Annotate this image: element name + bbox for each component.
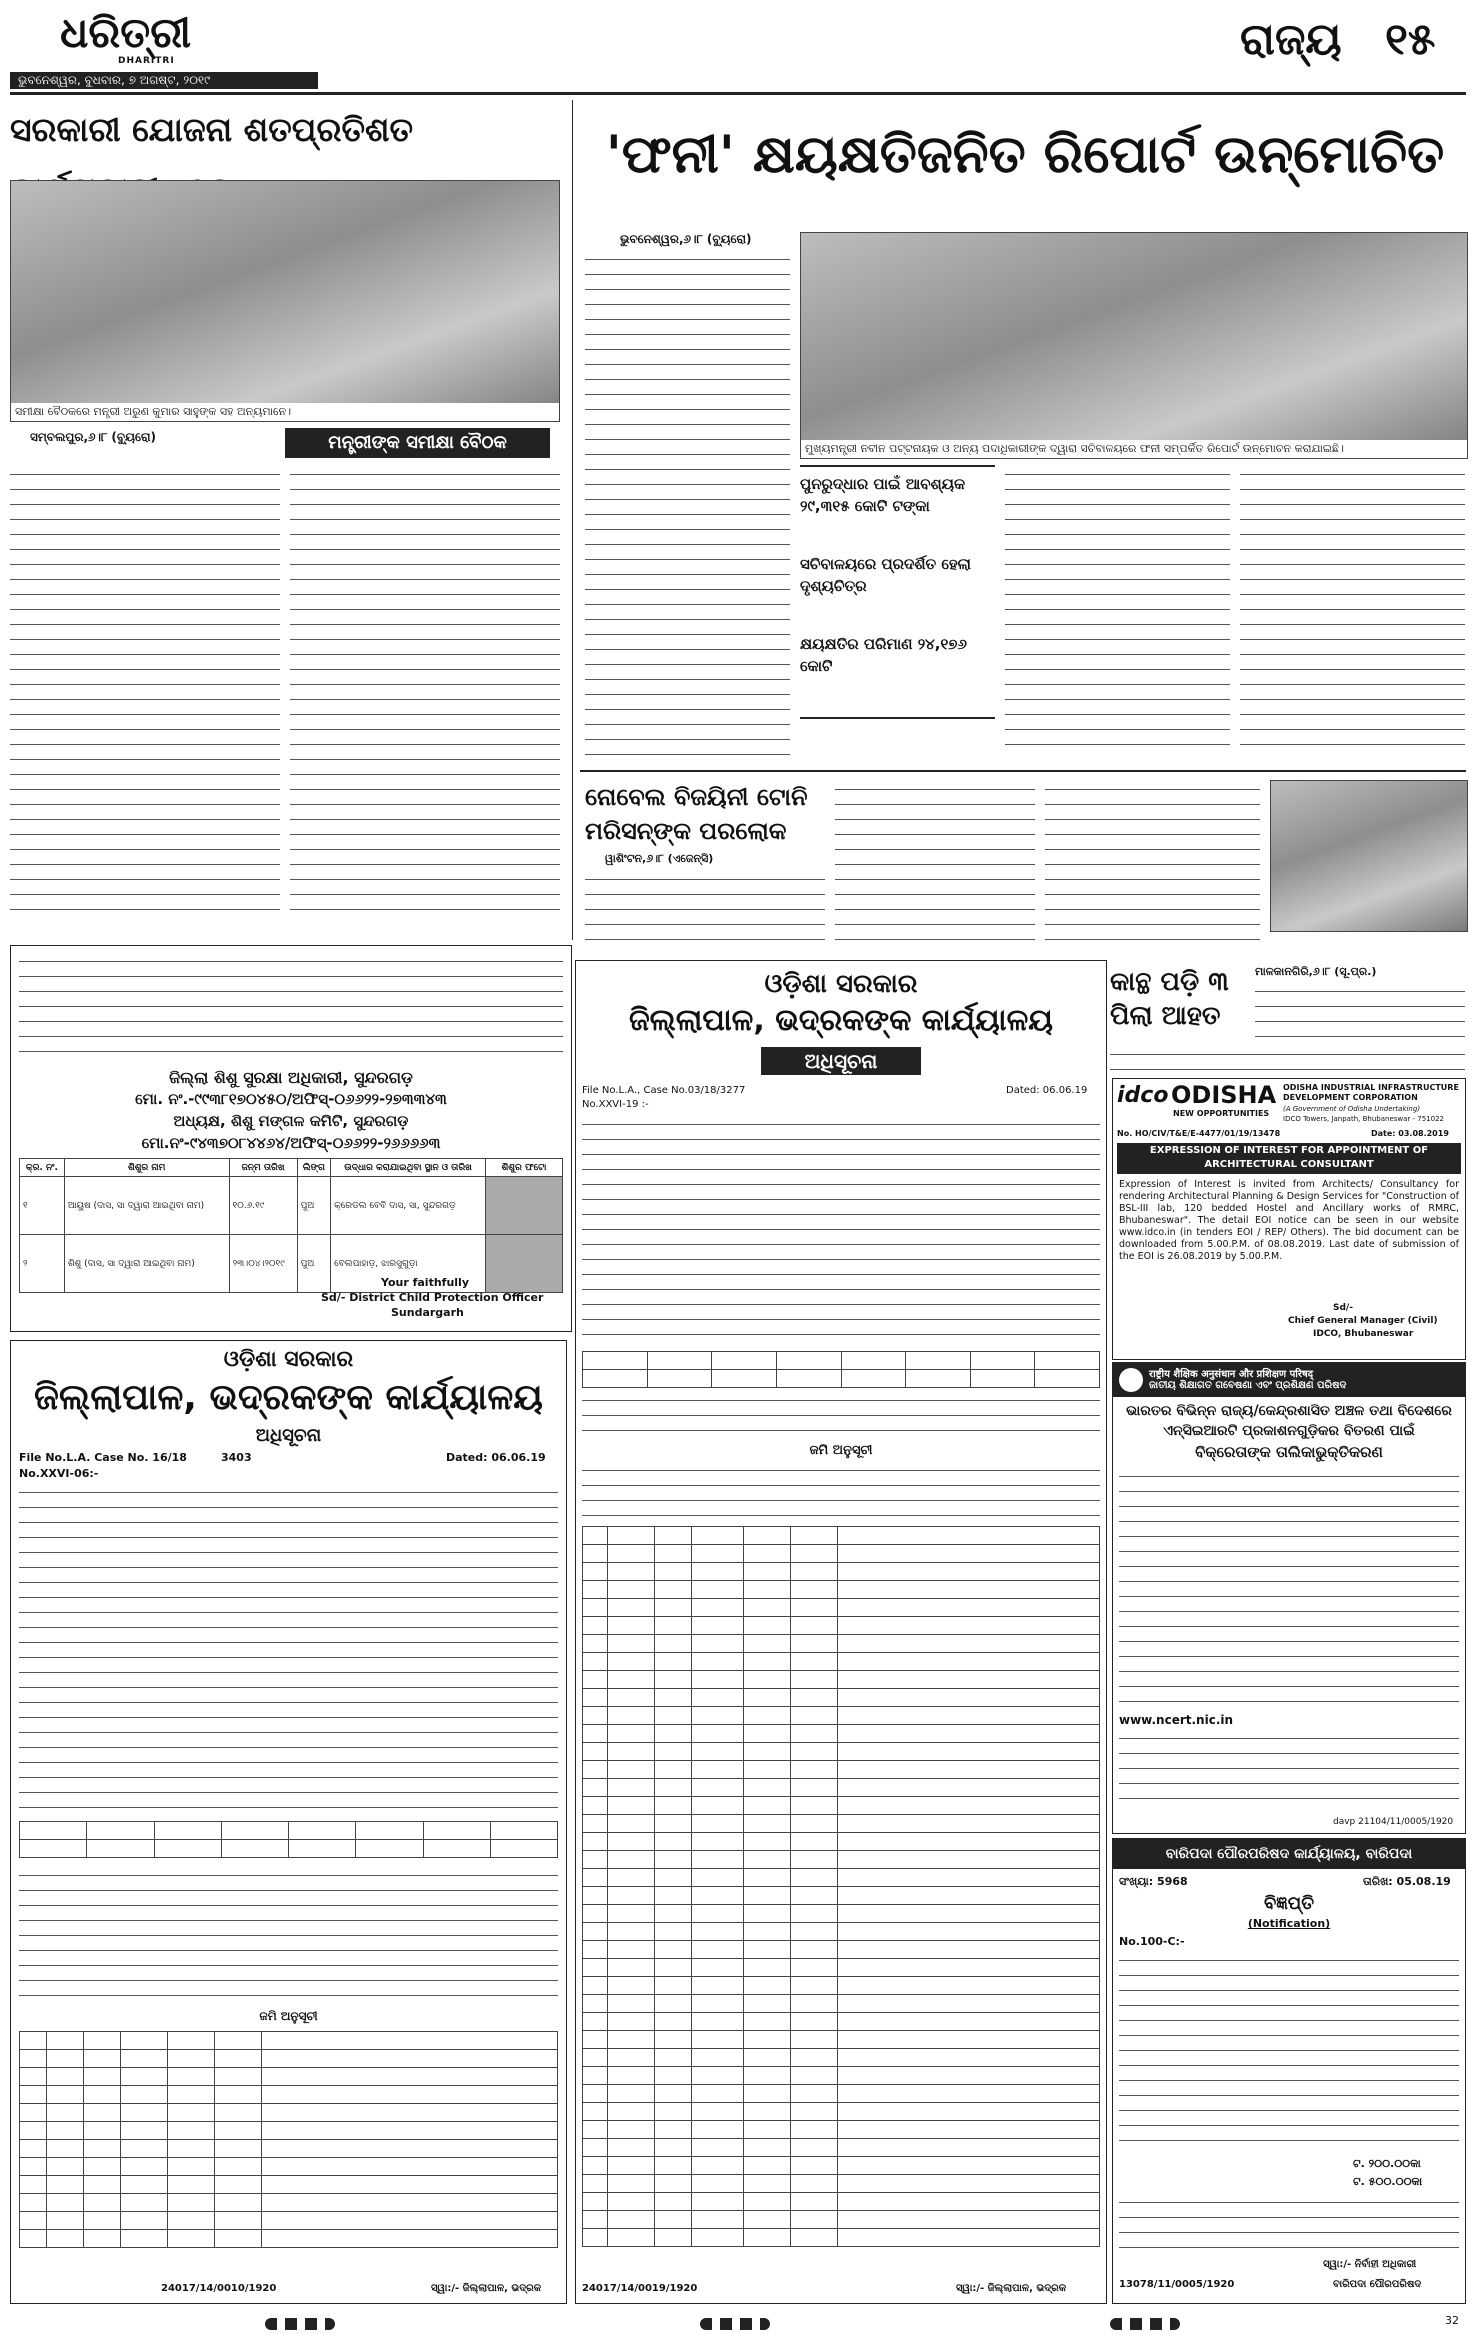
table-header: ଲିଙ୍ଗ xyxy=(297,1159,331,1177)
ad-bhadrak1-body2 xyxy=(19,1866,558,2001)
ncert-headline2: ଏନ୍‌ସିଇଆରଟି ପ୍ରକାଶନଗୁଡ଼ିକର ବିତରଣ ପାଇଁ xyxy=(1163,1423,1415,1439)
idco-sign3: IDCO, Bhubaneswar xyxy=(1313,1329,1414,1339)
table-row xyxy=(583,1581,1100,1599)
table-cell: ପୁଅ xyxy=(297,1177,331,1235)
table-header: ଜନ୍ମ ତାରିଖ xyxy=(229,1159,297,1177)
table-cell: କ୍ରେଡଲ ବେବି ଦାସ, ସା, ସୁନ୍ଦରଗଡ଼ xyxy=(331,1177,486,1235)
ncert-body2 xyxy=(1119,1729,1459,1813)
table-row xyxy=(583,2049,1100,2067)
table-row xyxy=(583,2031,1100,2049)
story3-headline: ନୋବେଲ ବିଜୟିନୀ ଟୋନି ମରିସନ୍ଙ୍କ ପରଲୋକ xyxy=(585,783,808,845)
ad-bhadrak1-govt: ଓଡ଼ିଶା ସରକାର xyxy=(223,1347,354,1372)
story3-body-col2 xyxy=(835,780,1035,945)
story1-headline: ସରକାରୀ ଯୋଜନା ଶତପ୍ରତିଶତ xyxy=(10,110,414,149)
story3-dateline: ୱାଶିଂଟନ,୬।୮ (ଏଜେନ୍ସି) xyxy=(605,852,714,865)
table-row xyxy=(20,2176,558,2194)
table-row xyxy=(583,1635,1100,1653)
column-rule-left xyxy=(572,100,573,940)
ad-bhadrak1-type: ଅଧିସୂଚନା xyxy=(255,1425,322,1446)
ad-bhadrak2-sign: ସ୍ୱା:/- ଜିଲ୍ଲାପାଳ, ଭଦ୍ରକ xyxy=(956,2283,1067,2294)
ncert-body xyxy=(1119,1467,1459,1707)
table-row xyxy=(20,2140,558,2158)
ad-child-title: ଜିଲ୍ଲା ଶିଶୁ ସୁରକ୍ଷା ଅଧିକାରୀ, ସୁନ୍ଦରଗଡ଼ xyxy=(169,1068,413,1087)
story2-body-col4 xyxy=(1240,465,1465,755)
table-row xyxy=(583,1617,1100,1635)
table-row xyxy=(583,1995,1100,2013)
table-row xyxy=(583,1671,1100,1689)
table-header: ଶିଶୁର ନାମ xyxy=(64,1159,229,1177)
ad-child-footer3: Sundargarh xyxy=(391,1306,464,1319)
ad-bhadrak-left xyxy=(10,1340,567,2304)
table-row xyxy=(583,1833,1100,1851)
story2-dateline: ଭୁବନେଶ୍ୱର,୬।୮ (ବ୍ୟୁରୋ) xyxy=(620,232,752,246)
table-row xyxy=(583,1563,1100,1581)
table-row xyxy=(583,2229,1100,2247)
ad-bhadrak2-office: ଜିଲ୍ଲାପାଳ, ଭଦ୍ରକଙ୍କ କାର୍ଯ୍ୟାଳୟ xyxy=(628,1003,1054,1038)
baripada-code: 13078/11/0005/1920 xyxy=(1119,2279,1235,2290)
table-row xyxy=(583,1923,1100,1941)
ncert-website[interactable]: www.ncert.nic.in xyxy=(1119,1713,1234,1727)
idco-eoi-title: EXPRESSION OF INTEREST FOR APPOINTMENT OF ARCHITECTURAL CONSULTANT xyxy=(1117,1143,1461,1174)
table-row xyxy=(583,2103,1100,2121)
ad-bhadrak1-body xyxy=(19,1483,558,1813)
dateline: ଭୁବନେଶ୍ୱର, ବୁଧବାର, ୭ ଅଗଷ୍ଟ, ୨୦୧୯ xyxy=(10,72,318,89)
ad-bhadrak1-memo: 3403 xyxy=(221,1451,252,1464)
table-row xyxy=(583,1869,1100,1887)
table-cell: ପୁଅ xyxy=(297,1235,331,1293)
ad-bhadrak2-fileno: File No.L.A., Case No.03/18/3277 xyxy=(582,1085,746,1096)
table-cell: ବେଲପାହାଡ଼, ଝାରସୁଗୁଡ଼ା xyxy=(331,1235,486,1293)
table-row xyxy=(20,2194,558,2212)
table-row xyxy=(583,1545,1100,1563)
highlight-2: ସଚିବାଳୟରେ ପ୍ରଦର୍ଶିତ ହେଲା ଦୃଶ୍ୟଚିତ୍ର xyxy=(800,555,971,595)
highlight-1: ପୁନରୁଦ୍ଧାର ପାଇଁ ଆବଶ୍ୟକ ୨୯,୩୧୫ କୋଟି ଟଙ୍କା xyxy=(800,475,966,515)
table-header: ଉଦ୍ଧାର କରାଯାଇଥିବା ସ୍ଥାନ ଓ ତାରିଖ xyxy=(331,1159,486,1177)
ncert-org-odia: ଜାତୀୟ ଶିକ୍ଷାଗତ ଗବେଷଣା ଏବଂ ପ୍ରଶିକ୍ଷଣ ପରିଷଦ xyxy=(1149,1380,1347,1391)
baripada-body xyxy=(1119,1951,1459,2151)
odisha-brand: ODISHA xyxy=(1171,1081,1277,1109)
ad-bhadrak2-code: 24017/14/0019/1920 xyxy=(582,2283,698,2294)
ad-child-footer2: Sd/- District Child Protection Officer xyxy=(321,1291,544,1304)
idco-date: Date: 03.08.2019 xyxy=(1371,1129,1449,1138)
ncert-logo xyxy=(1119,1368,1143,1392)
table-row xyxy=(583,2067,1100,2085)
ad-bhadrak2-summary-table xyxy=(582,1351,1100,1388)
table-cell: ୧୦.୬.୧୯ xyxy=(229,1177,297,1235)
table-cell: ୧ xyxy=(20,1177,65,1235)
table-cell: ଆୟୁଷ (ଦାସ, ସା ଦ୍ୱାରା ଆଇଥିବା ନାମ) xyxy=(64,1177,229,1235)
section-name: ରାଜ୍ୟ xyxy=(1240,14,1342,65)
story3-photo xyxy=(1270,780,1468,932)
table-row xyxy=(20,2230,558,2248)
baripada-title: ବିଜ୍ଞପ୍ତି xyxy=(1263,1893,1315,1914)
masthead xyxy=(0,0,1476,90)
table-row xyxy=(20,2104,558,2122)
table-row xyxy=(583,1689,1100,1707)
table-row xyxy=(583,1599,1100,1617)
ad-child-protection xyxy=(10,945,572,1332)
table-row xyxy=(583,1779,1100,1797)
logo: ଧରିତ୍ରୀ xyxy=(60,8,192,57)
story4-body xyxy=(1255,982,1465,1042)
table-row xyxy=(583,1761,1100,1779)
baripada-sign2: ବାରିପଦା ପୌରପରିଷଦ xyxy=(1333,2279,1422,2290)
ad-bhadrak2-dated: Dated: 06.06.19 xyxy=(1006,1085,1088,1096)
table-row xyxy=(583,1797,1100,1815)
ad-bhadrak2-ref: No.XXVI-19 :- xyxy=(582,1099,649,1110)
table-cell: ଶିଶୁ (ଦାସ, ସା ଦ୍ୱାରା ଆଇଥିବା ନାମ) xyxy=(64,1235,229,1293)
brand-tagline: NEW OPPORTUNITIES xyxy=(1173,1109,1270,1118)
idco-sign1: Sd/- xyxy=(1333,1303,1353,1313)
logo-subtitle: DHARITRI xyxy=(118,56,175,66)
table-row xyxy=(583,2211,1100,2229)
page-corner-number: 32 xyxy=(1445,2314,1459,2327)
ad-child-intro xyxy=(19,952,563,1062)
table-row xyxy=(583,1743,1100,1761)
story4-body2 xyxy=(1110,1045,1465,1075)
ad-bhadrak2-schedule-title: ଜମି ଅନୁସୂଚୀ xyxy=(809,1443,873,1458)
ad-child-phone1: ମୋ. ନଂ.-୯୯୩୮୧୭୦୪୫୦/ଅଫିସ୍-୦୬୬୨୨-୨୭୩୩୪୩ xyxy=(135,1090,447,1108)
baripada-ref: No.100-C:- xyxy=(1119,1935,1185,1948)
ad-ncert xyxy=(1112,1362,1466,1834)
table-row xyxy=(583,2013,1100,2031)
story2-body-col3 xyxy=(1005,465,1230,755)
child-photo xyxy=(486,1235,563,1293)
baripada-sign: ସ୍ୱା:/- ନିର୍ବାହୀ ଅଧିକାରୀ xyxy=(1323,2259,1417,2270)
idco-org-sub: (A Government of Odisha Undertaking) xyxy=(1283,1105,1421,1113)
story1-body-col1 xyxy=(10,465,280,920)
page-number: ୧୫ xyxy=(1385,14,1436,65)
table-row xyxy=(20,2050,558,2068)
ad-child-table xyxy=(19,1158,563,1293)
ad-bhadrak-middle xyxy=(575,960,1107,2304)
registration-mark xyxy=(700,2318,770,2330)
table-row xyxy=(583,2121,1100,2139)
ad-bhadrak1-office: ଜିଲ୍ଲାପାଳ, ଭଦ୍ରକଙ୍କ କାର୍ଯ୍ୟାଳୟ xyxy=(34,1377,543,1418)
story1-photo xyxy=(10,180,560,422)
masthead-rule xyxy=(10,92,1466,95)
story3-body-col3 xyxy=(1045,780,1260,945)
story1-subhead: ମନ୍ତ୍ରୀଙ୍କ ସମୀକ୍ଷା ବୈଠକ xyxy=(285,428,550,458)
table-row xyxy=(583,2139,1100,2157)
ad-bhadrak1-schedule-table xyxy=(19,2031,558,2248)
ad-bhadrak1-summary-table xyxy=(19,1821,558,1858)
table-row xyxy=(20,2158,558,2176)
registration-mark xyxy=(1110,2318,1180,2330)
ad-bhadrak1-ref: No.XXVI-06:- xyxy=(19,1467,99,1480)
table-row xyxy=(20,2122,558,2140)
table-row xyxy=(20,1822,558,1840)
table-row xyxy=(20,1840,558,1858)
table-cell: ୨୩।୦୪।୨୦୧୯ xyxy=(229,1235,297,1293)
table-row xyxy=(583,1707,1100,1725)
story3-body-col1 xyxy=(585,870,825,945)
idco-logo: idco xyxy=(1117,1083,1169,1108)
ad-bhadrak1-sign: ସ୍ୱା:/- ଜିଲ୍ଲାପାଳ, ଭଦ୍ରକ xyxy=(431,2283,542,2294)
story2-highlights xyxy=(800,465,995,719)
table-row xyxy=(20,1177,563,1235)
ad-idco xyxy=(1112,1078,1466,1360)
table-row xyxy=(583,1725,1100,1743)
ad-bhadrak2-body2 xyxy=(582,1391,1100,1436)
ad-bhadrak2-type: ଅଧିସୂଚନା xyxy=(761,1047,921,1075)
story1-dateline: ସମ୍ବଲପୁର,୬।୮ (ବ୍ୟୁରୋ) xyxy=(30,430,157,444)
idco-org-addr: IDCO Towers, Janpath, Bhubaneswar - 751022 xyxy=(1283,1115,1444,1123)
story2-photo xyxy=(800,232,1468,459)
idco-eoi-body: Expression of Interest is invited from Architects/ Consultancy for rendering Architectural Planning & Design Services for "Construction of BSL-III lab, 120 bedded Hostel and Ancillary works of RMRC, Bhubaneswar". The detail EOI notice can be seen in our website www.idco.in (in tenders EOI / REP/ Others). The bid document can be downloaded from 5.00.P.M. of 08.08.2019. Last date of submission of the EOI is 26.08.2019 by 5.00.P.M. xyxy=(1119,1179,1459,1262)
table-row xyxy=(583,2085,1100,2103)
story1-photo-caption: ସମୀକ୍ଷା ବୈଠକରେ ମନ୍ତ୍ରୀ ଅରୁଣ କୁମାର ସାହୁଙ୍କ ସହ ଅନ୍ୟମାନେ। xyxy=(11,403,559,421)
ncert-code: davp 21104/11/0005/1920 xyxy=(1333,1817,1454,1827)
ad-bhadrak2-schedule-intro xyxy=(582,1461,1100,1521)
idco-sign2: Chief General Manager (Civil) xyxy=(1288,1316,1438,1326)
table-row xyxy=(20,1235,563,1293)
table-row xyxy=(583,1905,1100,1923)
registration-mark xyxy=(265,2318,335,2330)
table-header-row xyxy=(20,1159,563,1177)
story4-headline: କାନ୍ଥ ପଡ଼ି ୩ ପିଲା ଆହତ xyxy=(1110,967,1229,1031)
table-row xyxy=(583,1977,1100,1995)
baripada-fine1: ଟ. ୨୦୦.୦୦କା xyxy=(1353,2157,1421,2170)
ad-bhadrak2-body xyxy=(582,1115,1100,1345)
ad-bhadrak1-dated: Dated: 06.06.19 xyxy=(446,1451,546,1464)
table-row xyxy=(583,1887,1100,1905)
table-row xyxy=(583,1653,1100,1671)
ncert-headline1: ଭାରତର ବିଭିନ୍ନ ରାଜ୍ୟ/କେନ୍ଦ୍ରଶାସିତ ଅଞ୍ଚଳ ତଥା ବିଦେଶରେ xyxy=(1126,1403,1452,1419)
table-row xyxy=(20,2032,558,2050)
table-header: କ୍ର. ନଂ. xyxy=(20,1159,65,1177)
ad-bhadrak1-schedule-title: ଜମି ଅନୁସୂଚୀ xyxy=(259,2009,318,2023)
baripada-office: ବାରିପଦା ପୌରପରିଷଦ କାର୍ଯ୍ୟାଳୟ, ବାରିପଦା xyxy=(1113,1839,1465,1869)
ncert-org-hindi: राष्ट्रीय शैक्षिक अनुसंधान और प्रशिक्षण परिषद् xyxy=(1149,1369,1314,1380)
ad-child-signatory: ଅଧ୍ୟକ୍ଷ, ଶିଶୁ ମଙ୍ଗଳ କମିଟି, ସୁନ୍ଦରଗଡ଼ xyxy=(173,1112,409,1130)
table-row xyxy=(583,1851,1100,1869)
table-row xyxy=(20,2212,558,2230)
ad-bhadrak2-schedule-table xyxy=(582,1526,1100,2247)
table-row xyxy=(583,2175,1100,2193)
highlight-3: କ୍ଷୟକ୍ଷତିର ପରିମାଣ ୨୪,୧୭୬ କୋଟି xyxy=(800,635,967,675)
baripada-memo: ସଂଖ୍ୟା: 5968 xyxy=(1119,1875,1188,1888)
table-row xyxy=(583,1527,1100,1545)
table-row xyxy=(583,1941,1100,1959)
table-cell: ୨ xyxy=(20,1235,65,1293)
baripada-body2 xyxy=(1119,2193,1459,2253)
story1-body-col2 xyxy=(290,465,560,920)
ad-child-footer1: Your faithfully xyxy=(381,1276,469,1289)
idco-ref-no: No. HO/CIV/T&E/E-4477/01/19/13478 xyxy=(1117,1129,1281,1138)
story2-photo-caption: ମୁଖ୍ୟମନ୍ତ୍ରୀ ନବୀନ ପଟ୍ଟନାୟକ ଓ ଅନ୍ୟ ପଦାଧିକାରୀଙ୍କ ଦ୍ୱାରା ସଚିବାଳୟରେ ଫନୀ ସମ୍ପର୍କିତ ରିପୋର୍ଟ ଉନ୍ମୋଚନ କରାଯାଇଛି। xyxy=(801,440,1467,458)
baripada-fine2: ଟ. ୫୦୦.୦୦କା xyxy=(1353,2175,1423,2188)
table-header: ଶିଶୁର ଫଟୋ xyxy=(486,1159,563,1177)
ncert-headline3: ବିକ୍ରେତାଙ୍କ ତାଲିକାଭୁକ୍ତିକରଣ xyxy=(1195,1443,1383,1461)
baripada-subtitle: (Notification) xyxy=(1247,1917,1331,1930)
footer-bar xyxy=(0,2310,1476,2339)
baripada-date: ତାରିଖ: 05.08.19 xyxy=(1363,1875,1451,1888)
ad-bhadrak1-code: 24017/14/0010/1920 xyxy=(161,2283,277,2294)
table-row xyxy=(583,1352,1100,1370)
idco-org-name: ODISHA INDUSTRIAL INFRASTRUCTURE DEVELOPMENT CORPORATION xyxy=(1283,1083,1459,1102)
ad-baripada xyxy=(1112,1838,1466,2304)
table-row xyxy=(583,1815,1100,1833)
ad-child-phone2: ମୋ.ନଂ-୯୪୩୭୦୮୪୪୬୪/ଅଫିସ୍-୦୬୬୨୨-୨୬୬୬୬୩ xyxy=(141,1134,441,1152)
ad-bhadrak2-govt: ଓଡ଼ିଶା ସରକାର xyxy=(764,969,918,999)
story3-rule xyxy=(580,770,1466,772)
table-row xyxy=(583,2157,1100,2175)
table-row xyxy=(20,2068,558,2086)
child-photo xyxy=(486,1177,563,1235)
story2-body-col2 xyxy=(585,460,790,755)
ad-bhadrak1-fileno: File No.L.A. Case No. 16/18 xyxy=(19,1451,187,1464)
story4-dateline: ମାଳକାନଗିରି,୬।୮ (ସୂ.ପ୍ର.) xyxy=(1255,965,1377,978)
table-row xyxy=(583,1959,1100,1977)
table-row xyxy=(20,2086,558,2104)
table-row xyxy=(583,2193,1100,2211)
table-row xyxy=(583,1370,1100,1388)
story2-headline: 'ଫନୀ' କ୍ଷୟକ୍ଷତିଜନିତ ରିପୋର୍ଟ ଉନ୍ମୋଚିତ xyxy=(605,125,1445,185)
